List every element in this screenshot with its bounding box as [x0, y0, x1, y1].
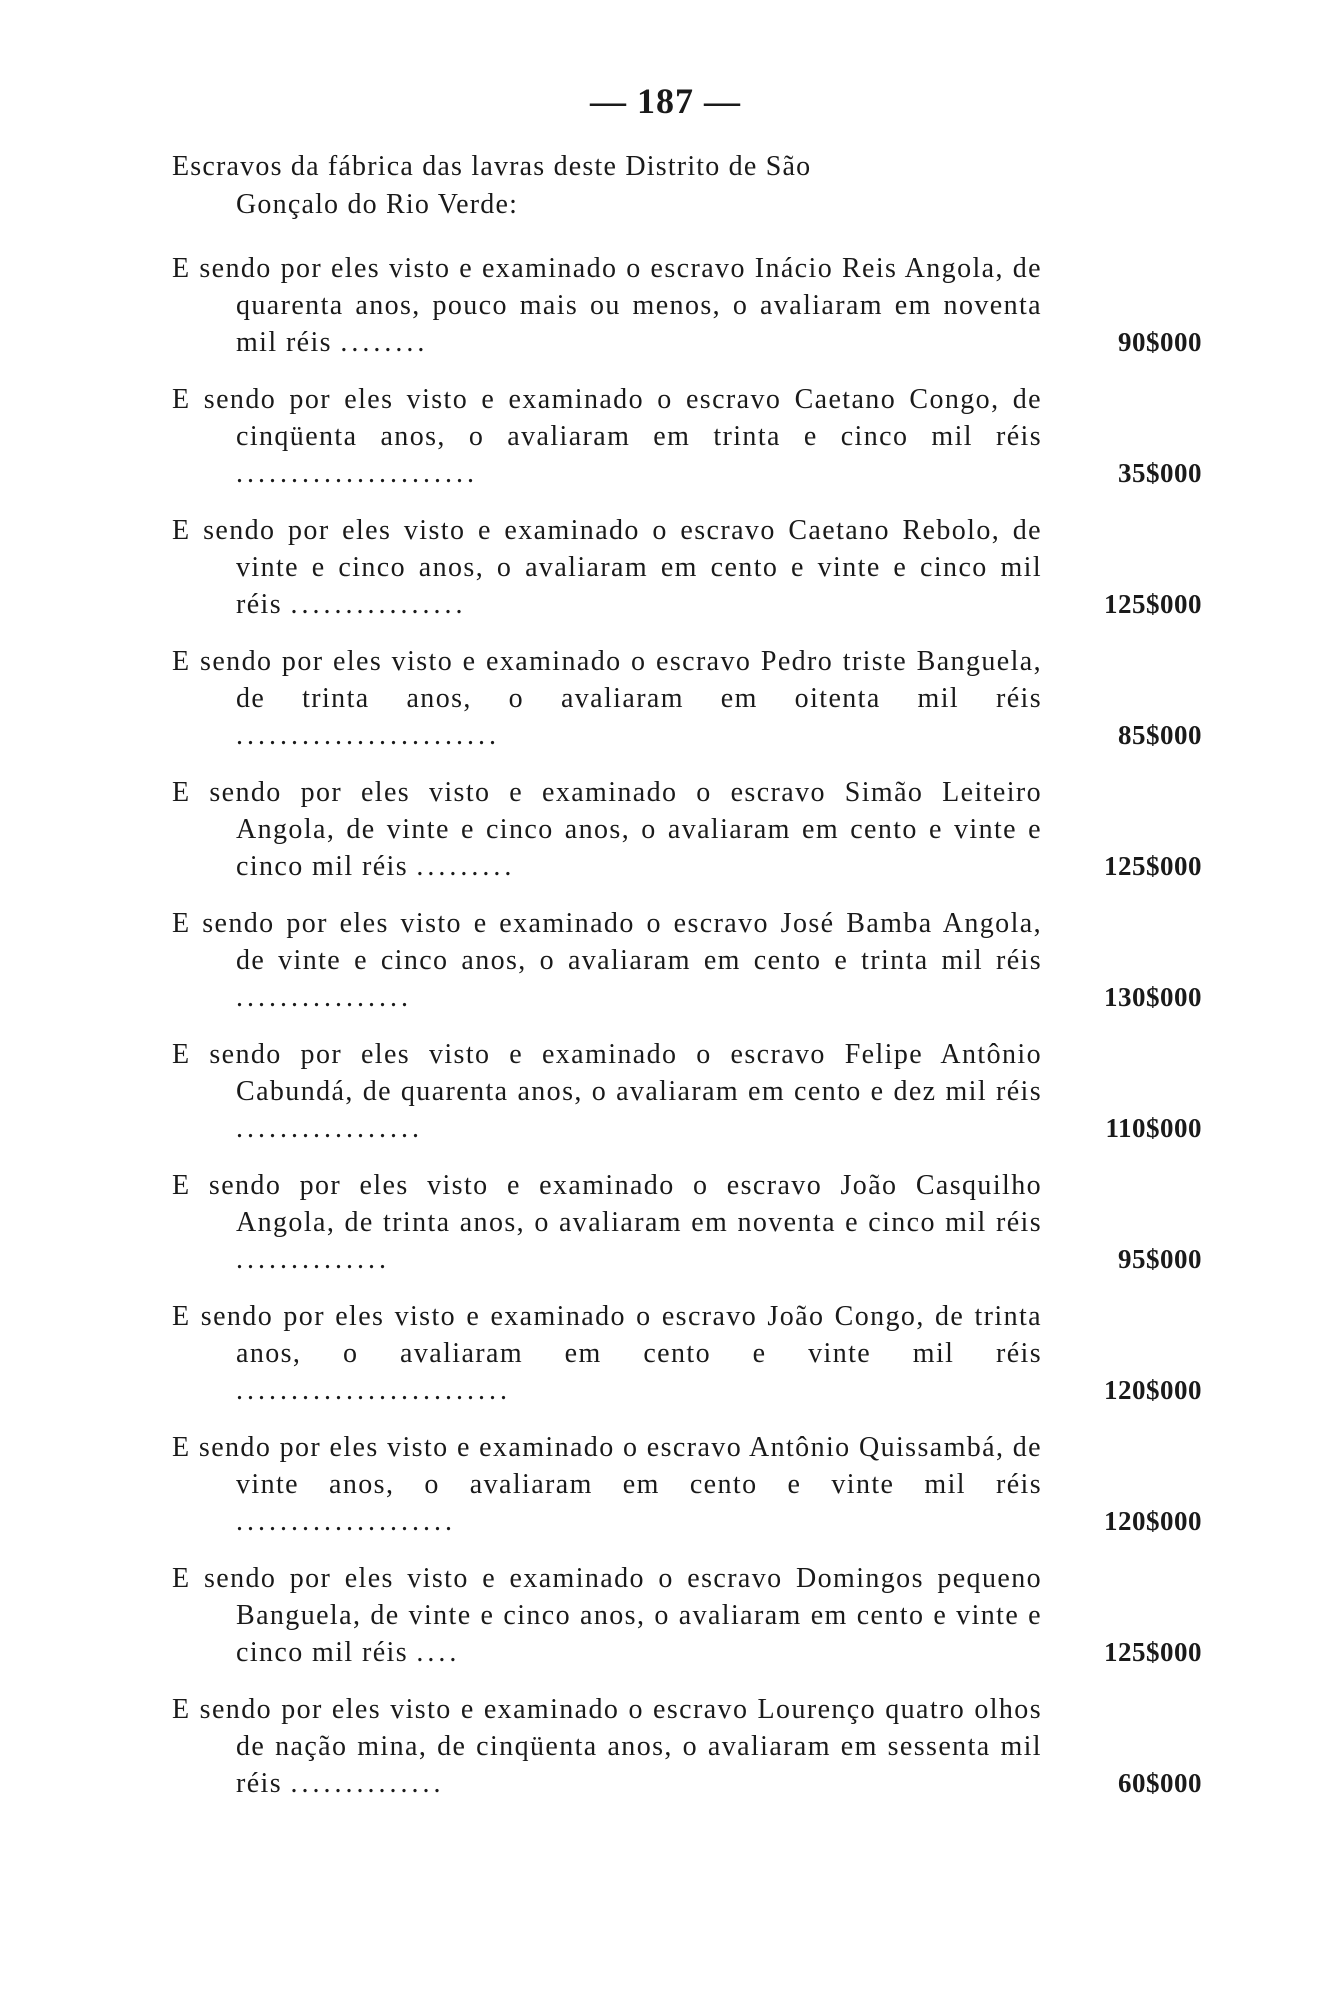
entry-text-block: [172, 381, 1042, 492]
entry-text-block: [172, 1429, 1042, 1540]
entry-value: 120$000: [1104, 1506, 1202, 1536]
entry-text: E sendo por eles visto e examinado o escravo João Congo, de trinta anos, o avaliaram em cento e vinte mil réis: [172, 1301, 1042, 1369]
entry-value: 95$000: [1118, 1244, 1202, 1274]
leader-dots: ................: [236, 982, 412, 1013]
entry-value: 125$000: [1104, 1637, 1202, 1667]
valuation-entry: [172, 905, 1202, 1036]
entry-text: E sendo por eles visto e examinado o escravo José Bamba Angola, de vinte e cinco anos, o avaliaram em cento e trinta mil réis: [172, 908, 1042, 976]
valuation-entry: [172, 1036, 1202, 1167]
entry-text: E sendo por eles visto e examinado o escravo Caetano Congo, de cinqüenta anos, o avaliaram em trinta e cinco mil réis: [172, 384, 1042, 452]
leader-dots: .................: [236, 1113, 423, 1144]
entry-text: E sendo por eles visto e examinado o escravo Domingos pequeno Banguela, de vinte e cinco anos, o avaliaram em cento e vinte e cinco mil réis: [172, 1563, 1042, 1668]
heading-line-2: Gonçalo do Rio Verde:: [236, 189, 519, 220]
entry-text: E sendo por eles visto e examinado o escravo Lourenço quatro olhos de nação mina, de cinqüenta anos, o avaliaram em sessenta mil réis: [172, 1694, 1042, 1799]
entry-text: E sendo por eles visto e examinado o escravo Felipe Antônio Cabundá, de quarenta anos, o avaliaram em cento e dez mil réis: [172, 1039, 1042, 1107]
valuation-entry: [172, 1298, 1202, 1429]
entry-text-block: [172, 1691, 1042, 1802]
entry-text: E sendo por eles visto e examinado o escravo Simão Leiteiro Angola, de vinte e cinco anos, o avaliaram em cento e vinte e cinco mil réis: [172, 777, 1042, 882]
valuation-entry: [172, 1691, 1202, 1822]
valuation-entry: [172, 381, 1202, 512]
entry-value: 125$000: [1104, 851, 1202, 881]
entry-value: 85$000: [1118, 720, 1202, 750]
page-number: — 187 —: [590, 81, 741, 121]
leader-dots: ..............: [236, 1244, 390, 1275]
entry-value: 120$000: [1104, 1375, 1202, 1405]
entry-value: 90$000: [1118, 327, 1202, 357]
leader-dots: ......................: [236, 458, 478, 489]
section-heading: [172, 148, 1052, 224]
leader-dots: ................: [290, 589, 467, 620]
leader-dots: ....................: [236, 1506, 456, 1537]
leader-dots: .........................: [236, 1375, 511, 1406]
entry-text-block: [172, 905, 1042, 1016]
valuation-entry: [172, 1560, 1202, 1691]
entry-text-block: [172, 1167, 1042, 1278]
entry-value: 35$000: [1118, 458, 1202, 488]
entry-text: E sendo por eles visto e examinado o escravo João Casquilho Angola, de trinta anos, o avaliaram em noventa e cinco mil réis: [172, 1170, 1042, 1238]
valuation-entry: [172, 250, 1202, 381]
entry-text-block: [172, 512, 1042, 623]
entry-text: E sendo por eles visto e examinado o escravo Caetano Rebolo, de vinte e cinco anos, o avaliaram em cento e vinte e cinco mil réis: [172, 515, 1042, 620]
heading-line-1: Escravos da fábrica das lavras deste Distrito de São: [172, 151, 812, 182]
leader-dots: ........: [340, 327, 429, 358]
entry-text-block: [172, 643, 1042, 754]
entry-text-block: [172, 1036, 1042, 1147]
entry-text-block: [172, 1560, 1042, 1671]
entry-text: E sendo por eles visto e examinado o escravo Pedro triste Banguela, de trinta anos, o avaliaram em oitenta mil réis: [172, 646, 1042, 714]
leader-dots: .........: [416, 851, 516, 882]
valuation-entry: [172, 774, 1202, 905]
entry-text: E sendo por eles visto e examinado o escravo Inácio Reis Angola, de quarenta anos, pouco mais ou menos, o avaliaram em noventa mil réis: [172, 253, 1042, 358]
entry-text-block: [172, 250, 1042, 361]
valuation-entry: [172, 1167, 1202, 1298]
entry-text-block: [172, 1298, 1042, 1409]
entry-value: 130$000: [1104, 982, 1202, 1012]
entry-text: E sendo por eles visto e examinado o escravo Antônio Quissambá, de vinte anos, o avaliaram em cento e vinte mil réis: [172, 1432, 1043, 1500]
entry-text-block: [172, 774, 1042, 885]
leader-dots: ....: [416, 1637, 461, 1668]
entry-value: 125$000: [1104, 589, 1202, 619]
entry-value: 60$000: [1118, 1768, 1202, 1798]
entry-value: 110$000: [1105, 1113, 1202, 1143]
leader-dots: ........................: [236, 720, 500, 751]
valuation-entry: [172, 512, 1202, 643]
leader-dots: ..............: [290, 1768, 445, 1799]
valuation-entry: [172, 1429, 1202, 1560]
valuation-entry: [172, 643, 1202, 774]
valuation-entries: [172, 250, 1202, 1822]
